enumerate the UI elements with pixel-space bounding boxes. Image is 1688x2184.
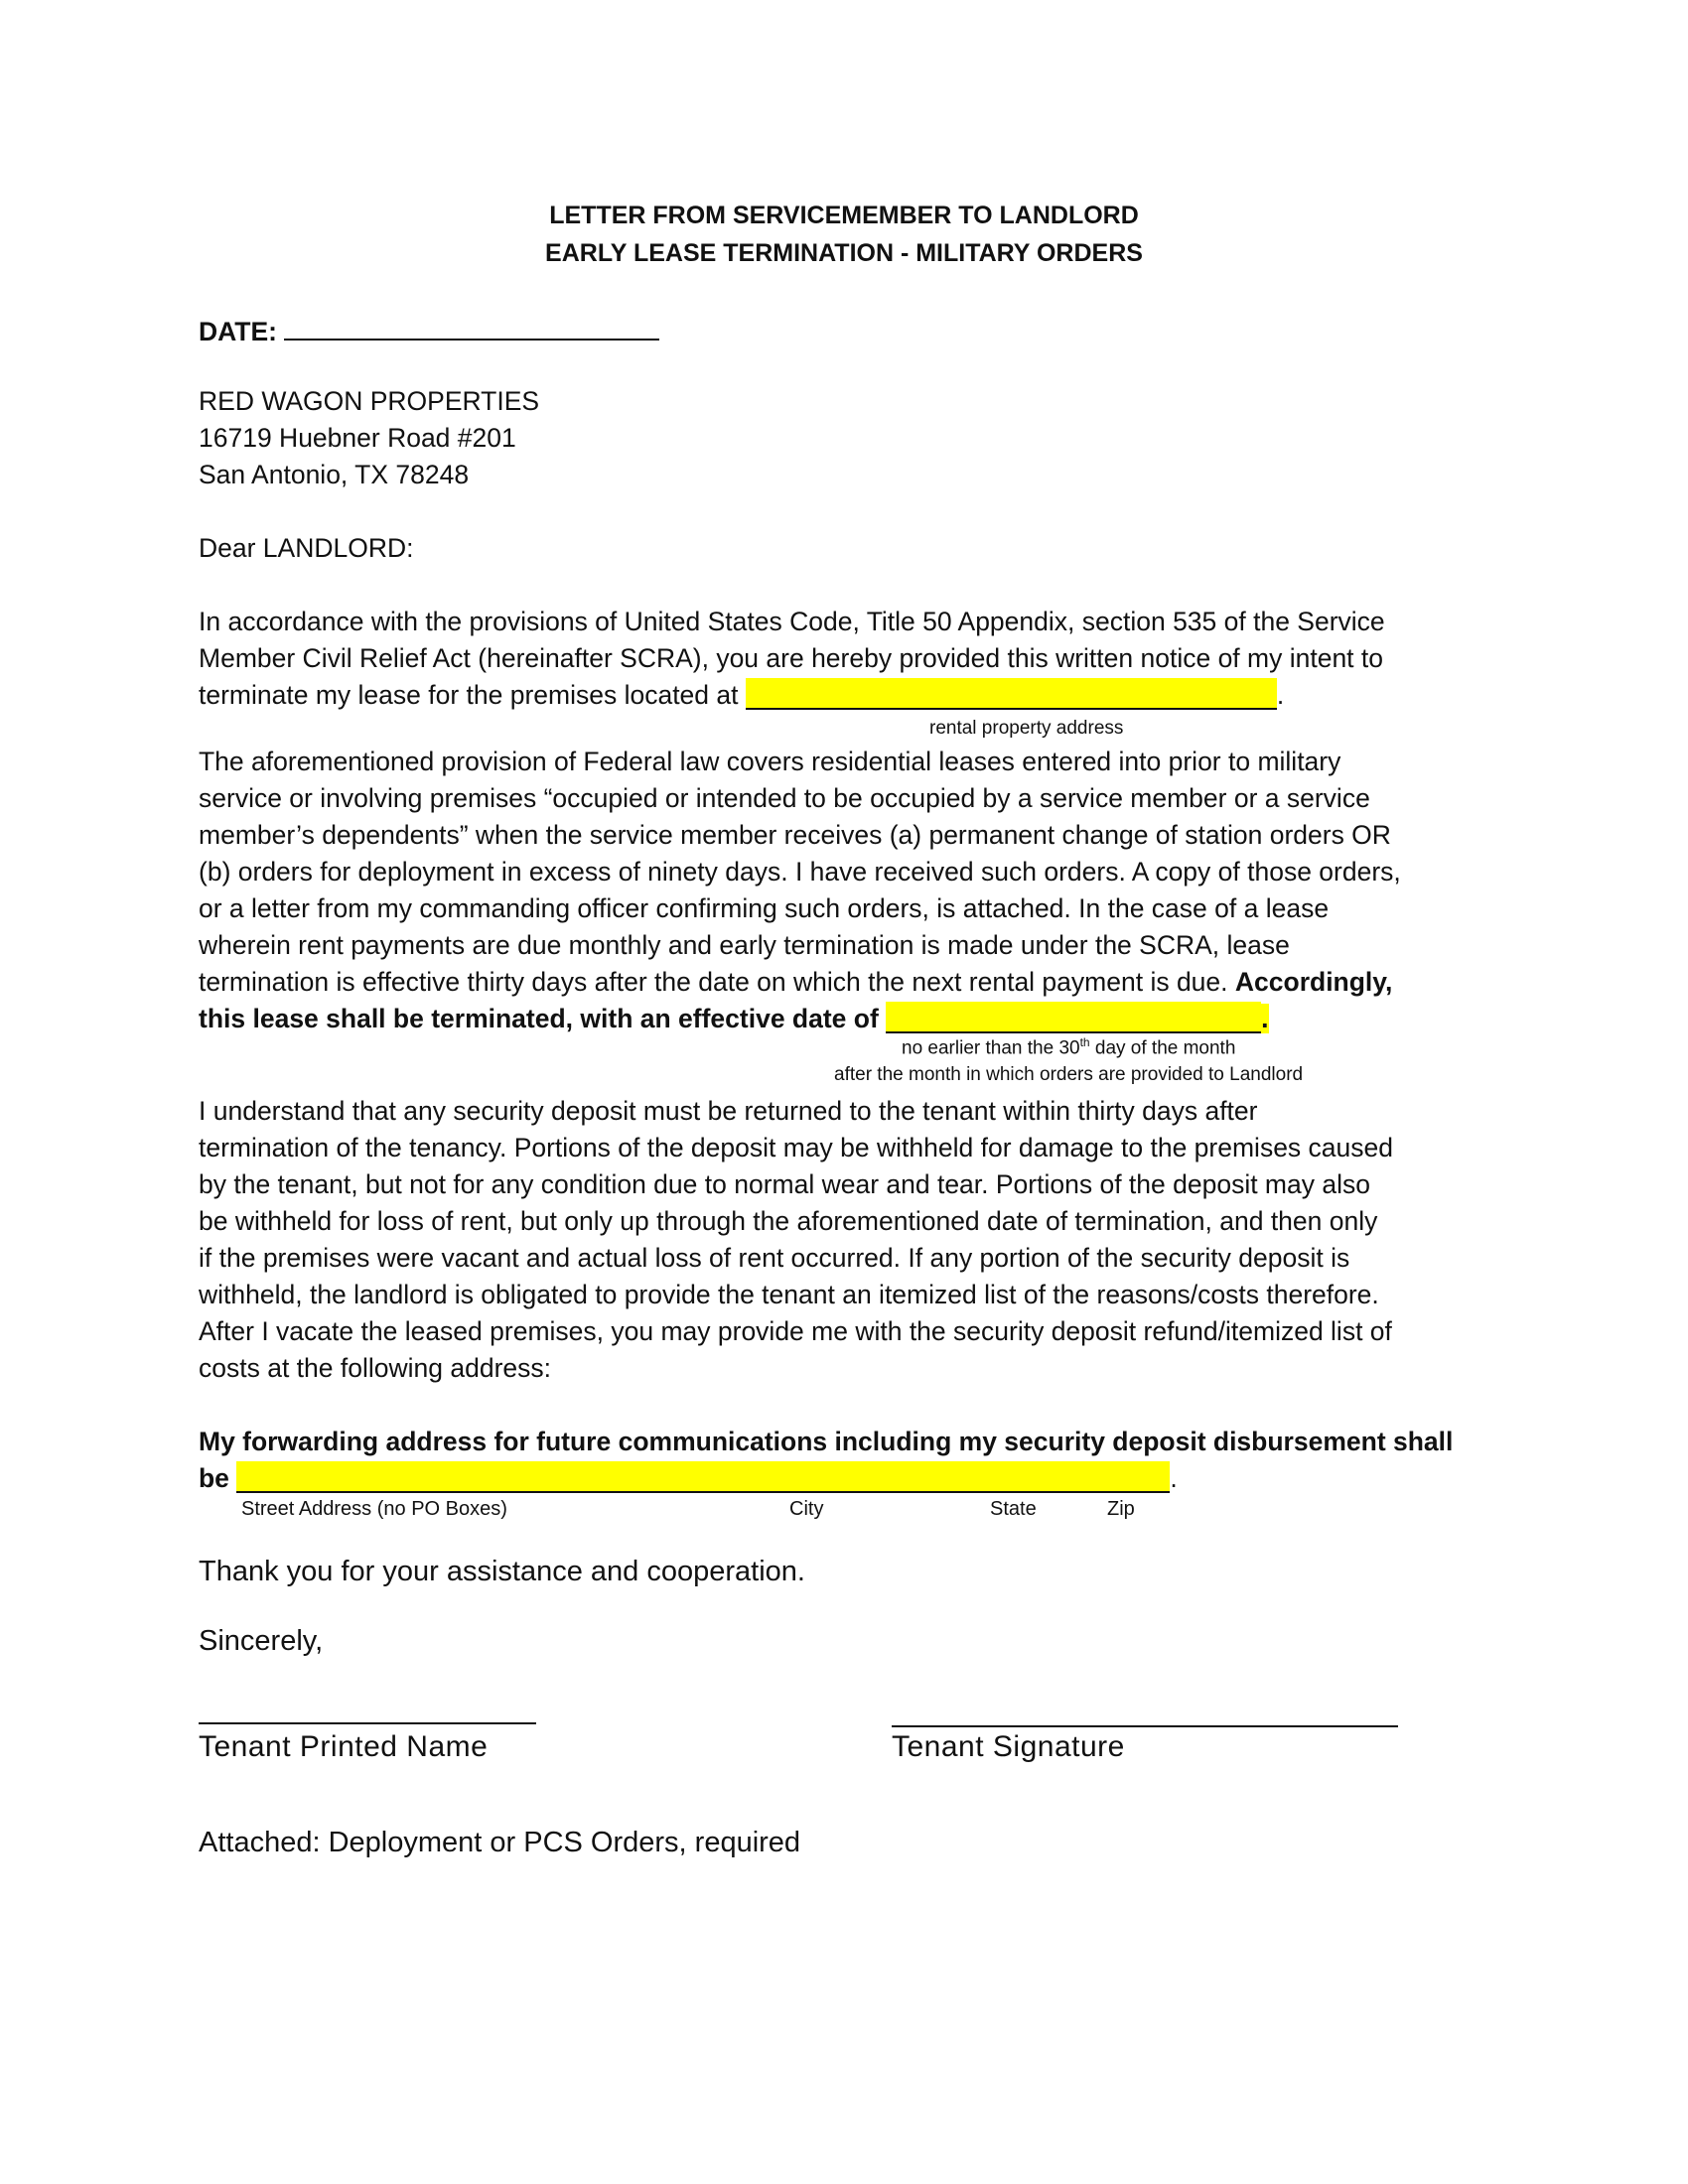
thanks-text: Thank you for your assistance and cooperation. bbox=[199, 1556, 805, 1587]
para3-line5: if the premises were vacant and actual loss of rent occurred. If any portion of the security deposit is bbox=[199, 1243, 1350, 1273]
effective-date-caption-1: no earlier than the 30th day of the month bbox=[902, 1035, 1236, 1059]
para2-line3: member’s dependents” when the service member receives (a) permanent change of station orders OR bbox=[199, 820, 1391, 850]
para2-line8: this lease shall be terminated, with an effective date of . bbox=[199, 1004, 1269, 1033]
recipient-city: San Antonio, TX 78248 bbox=[199, 460, 470, 489]
label-street: Street Address (no PO Boxes) bbox=[241, 1498, 507, 1520]
para2-line6: wherein rent payments are due monthly and early termination is made under the SCRA, lease bbox=[199, 930, 1290, 960]
printed-name-label: Tenant Printed Name bbox=[199, 1730, 489, 1763]
rental-address-blank[interactable] bbox=[746, 678, 1277, 710]
para1-line2: Member Civil Relief Act (hereinafter SCRA), you are hereby provided this written notice of my intent to bbox=[199, 643, 1384, 673]
para3-line6: withheld, the landlord is obligated to provide the tenant an itemized list of the reasons/costs therefore. bbox=[199, 1280, 1379, 1309]
para1-line1: In accordance with the provisions of United States Code, Title 50 Appendix, section 535 of the Service bbox=[199, 607, 1385, 636]
para3-line1: I understand that any security deposit must be returned to the tenant within thirty days after bbox=[199, 1096, 1258, 1126]
para1-line3-text: terminate my lease for the premises located at bbox=[199, 680, 739, 710]
para3-line8: costs at the following address: bbox=[199, 1353, 551, 1383]
attached-note: Attached: Deployment or PCS Orders, required bbox=[199, 1827, 801, 1858]
para3-line3: by the tenant, but not for any condition due to normal wear and tear. Portions of the deposit may also bbox=[199, 1169, 1370, 1199]
recipient-name: RED WAGON PROPERTIES bbox=[199, 386, 540, 416]
para2-line4: (b) orders for deployment in excess of ninety days. I have received such orders. A copy of those orders, bbox=[199, 857, 1401, 887]
forwarding-line2: be . bbox=[199, 1463, 1178, 1493]
para2-line1: The aforementioned provision of Federal law covers residential leases entered into prior to military bbox=[199, 747, 1341, 776]
rental-address-caption: rental property address bbox=[929, 718, 1124, 739]
effective-date-text: this lease shall be terminated, with an effective date of bbox=[199, 1004, 879, 1033]
para2-line7-bold: Accordingly, bbox=[1234, 967, 1393, 997]
forwarding-be: be bbox=[199, 1463, 229, 1493]
label-city: City bbox=[789, 1498, 824, 1520]
date-label: DATE: bbox=[199, 317, 277, 346]
date-blank[interactable] bbox=[284, 311, 659, 341]
title-line-2: EARLY LEASE TERMINATION - MILITARY ORDERS bbox=[545, 239, 1143, 267]
date-row bbox=[199, 311, 659, 350]
signature-line[interactable] bbox=[892, 1725, 1398, 1727]
para3-line2: termination of the tenancy. Portions of the deposit may be withheld for damage to the premises caused bbox=[199, 1133, 1393, 1162]
para1-line3: terminate my lease for the premises located at . bbox=[199, 680, 1285, 710]
label-zip: Zip bbox=[1107, 1498, 1135, 1520]
effective-date-caption-2: after the month in which orders are provided to Landlord bbox=[834, 1064, 1304, 1085]
para3-line7: After I vacate the leased premises, you may provide me with the security deposit refund/itemized list of bbox=[199, 1316, 1392, 1346]
salutation: Dear LANDLORD: bbox=[199, 533, 414, 563]
printed-name-line[interactable] bbox=[199, 1722, 536, 1724]
para3-line4: be withheld for loss of rent, but only up through the aforementioned date of termination, and then only bbox=[199, 1206, 1378, 1236]
signature-label: Tenant Signature bbox=[892, 1730, 1125, 1763]
closing-text: Sincerely, bbox=[199, 1625, 324, 1657]
recipient-street: 16719 Huebner Road #201 bbox=[199, 423, 516, 453]
para2-line7-text: termination is effective thirty days after the date on which the next rental payment is due. bbox=[199, 967, 1228, 997]
forwarding-line1: My forwarding address for future communications including my security deposit disbursement shall bbox=[199, 1427, 1454, 1456]
para2-line7 bbox=[199, 964, 1392, 1001]
effective-date-blank[interactable] bbox=[886, 1002, 1261, 1033]
title-line-1: LETTER FROM SERVICEMEMBER TO LANDLORD bbox=[549, 202, 1139, 229]
forwarding-address-blank[interactable] bbox=[236, 1461, 1170, 1493]
para2-line2: service or involving premises “occupied or intended to be occupied by a service member or a service bbox=[199, 783, 1370, 813]
para2-line5: or a letter from my commanding officer confirming such orders, is attached. In the case of a lease bbox=[199, 893, 1330, 923]
label-state: State bbox=[990, 1498, 1037, 1520]
